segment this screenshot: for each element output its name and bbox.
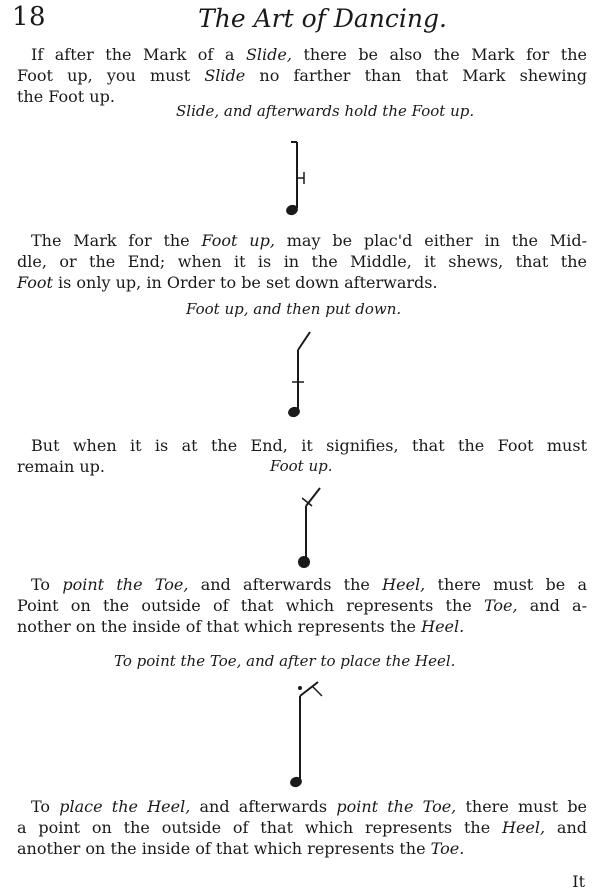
figure-caption: Foot up, and then put down. [186, 300, 402, 318]
paragraph-line: remain up. [17, 457, 105, 476]
paragraph-point-toe-heel [17, 574, 587, 637]
figure-caption: Foot up. [270, 457, 333, 475]
paragraph-line: Foot is only up, in Order to be set down afterwards. [17, 273, 438, 292]
paragraph-line: If after the Mark of a Slide, there be also the Mark for the [31, 45, 588, 64]
running-title: The Art of Dancing. [198, 4, 447, 33]
paragraph-line: The Mark for the Foot up, may be plac'd either in the Mid- [31, 231, 587, 250]
page-number: 18 [12, 2, 47, 32]
paragraph-slide-foot-up [17, 44, 587, 107]
dance-notation-slide-foot-up [280, 132, 320, 222]
paragraph-place-heel-point-toe [17, 796, 587, 859]
paragraph-line: dle, or the End; when it is in the Middle, it shews, that the [17, 252, 587, 271]
paragraph-line: Point on the outside of that which represents the Toe, and a- [17, 596, 588, 615]
paragraph-line: another on the inside of that which represents the Toe. [17, 839, 465, 858]
paragraph-line: To point the Toe, and afterwards the Heel, there must be a [31, 575, 588, 594]
paragraph-line: a point on the outside of that which represents the Heel, and [17, 818, 588, 837]
dance-notation-point-toe-place-heel [282, 676, 332, 796]
paragraph-line: the Foot up. [17, 87, 115, 106]
paragraph-line: To place the Heel, and afterwards point the Toe, there must be [31, 797, 588, 816]
dance-notation-foot-up-put-down [282, 324, 327, 424]
paragraph-mark-middle [17, 230, 587, 293]
figure-caption: Slide, and afterwards hold the Foot up. [176, 102, 475, 120]
paragraph-line: But when it is at the End, it signifies, that the Foot must [31, 436, 587, 455]
dance-notation-foot-remain-up [290, 482, 335, 572]
figure-caption: To point the Toe, and after to place the Heel. [114, 652, 456, 670]
catchword: It [572, 872, 585, 891]
paragraph-line: Foot up, you must Slide no farther than that Mark shewing [17, 66, 587, 85]
paragraph-line: nother on the inside of that which represents the Heel. [17, 617, 465, 636]
